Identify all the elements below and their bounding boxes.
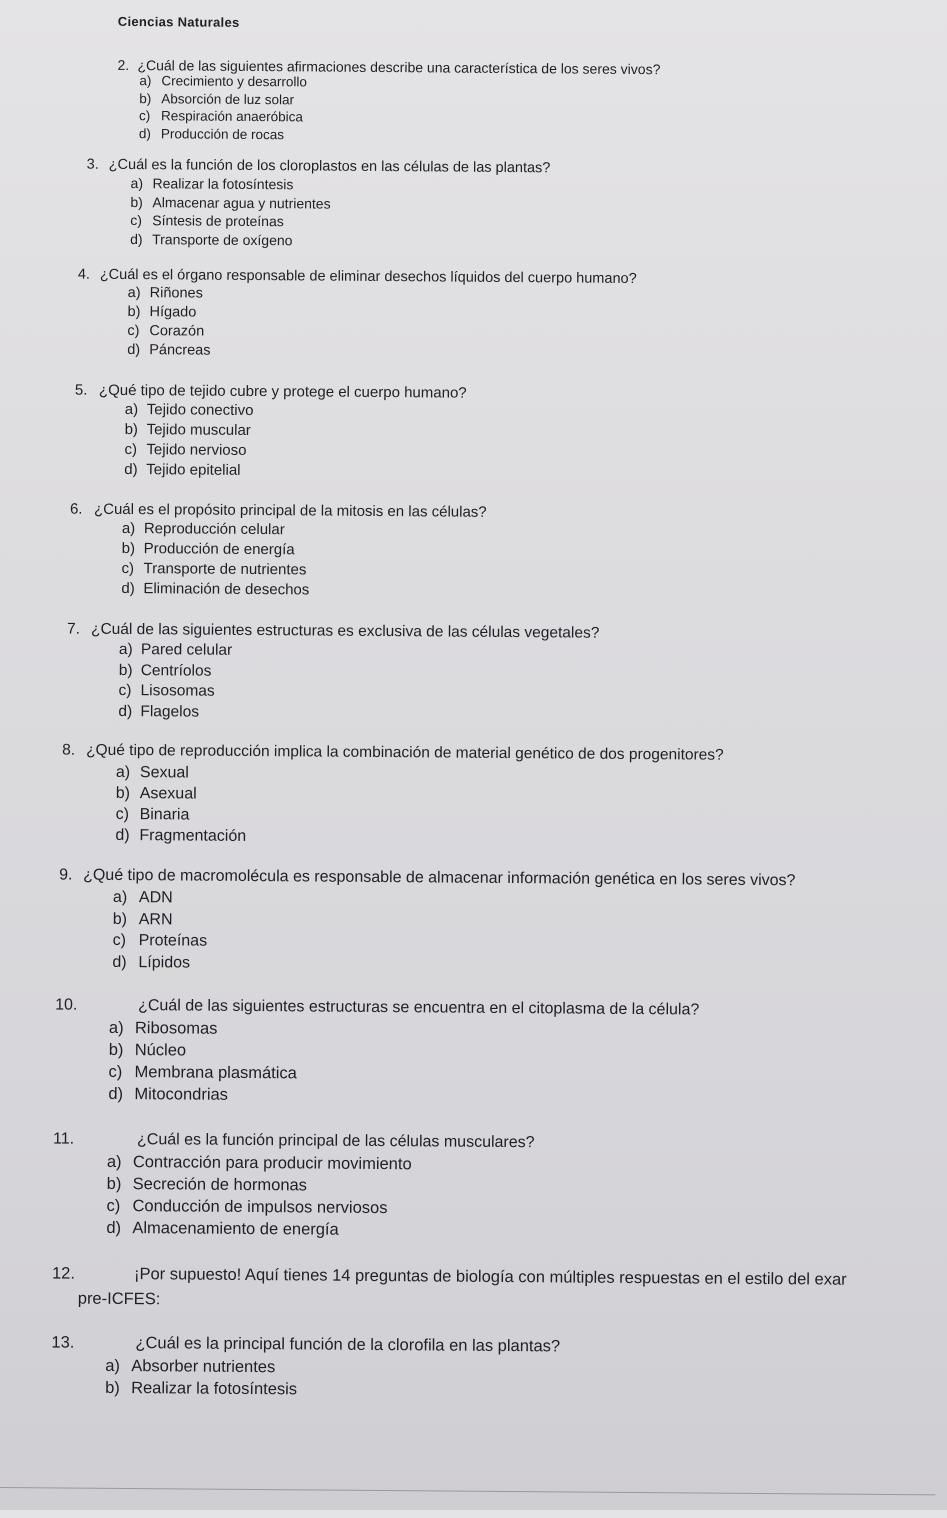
option: a) Ribosomas	[108, 1018, 218, 1038]
question-4	[77, 267, 637, 364]
option: a) Crecimiento y desarrollo	[139, 73, 307, 90]
question-text-continued: pre-ICFES:	[77, 1289, 161, 1309]
option: b) Secreción de hormonas	[106, 1174, 308, 1195]
question-text: ¿Cuál de las siguientes estructuras se encuentra en el citoplasma de la célula?	[138, 997, 700, 1019]
page-title: Ciencias Naturales	[117, 13, 240, 30]
question-number: 13.	[51, 1333, 75, 1352]
options-list	[124, 400, 466, 483]
question-number: 3.	[86, 156, 99, 173]
question-text: ¿Cuál es la función principal de las células musculares?	[136, 1131, 535, 1152]
option: c) Transporte de nutrientes	[121, 559, 307, 579]
option: a) Sexual	[115, 763, 189, 782]
option: a) Absorber nutrientes	[105, 1356, 276, 1377]
option: b) Producción de energía	[121, 539, 295, 559]
options-list	[105, 1355, 560, 1403]
question-number: 11.	[52, 1130, 75, 1148]
option: d) Flagelos	[118, 702, 200, 721]
option: d) Tejido epitelial	[124, 460, 241, 479]
options-list	[121, 519, 486, 602]
option: c) Tejido nervioso	[124, 440, 247, 459]
question-2	[117, 57, 661, 146]
question-number: 9.	[59, 866, 73, 884]
option: c) Membrana plasmática	[108, 1062, 297, 1083]
option: b) Almacenar agua y nutrientes	[130, 193, 331, 212]
question-text: ¿Cuál es la función de los cloroplastos en las células de las plantas?	[108, 156, 551, 177]
option: b) Centríolos	[118, 661, 212, 680]
option: c) Binaria	[115, 805, 190, 824]
option: c) Lisosomas	[118, 681, 215, 700]
option: b) Tejido muscular	[124, 420, 251, 439]
options-list	[106, 1151, 534, 1242]
question-text: ¿Cuál de las siguientes afirmaciones describe una característica de los seres vivos?	[137, 57, 661, 78]
option: d) Transporte de oxígeno	[130, 230, 293, 248]
question-8	[61, 742, 723, 851]
option: a) Pared celular	[118, 640, 233, 659]
question-text: ¿Qué tipo de macromolécula es responsable de almacenar información genética en los seres vivos?	[83, 866, 796, 890]
option: b) Absorción de luz solar	[139, 90, 295, 107]
question-number: 12.	[51, 1264, 76, 1283]
question-number: 7.	[66, 620, 81, 638]
question-text: ¿Cuál de las siguientes estructuras es exclusiva de las células vegetales?	[90, 620, 600, 642]
option: a) ADN	[112, 888, 173, 907]
options-list	[127, 284, 636, 364]
option: a) Contracción para producir movimiento	[106, 1152, 412, 1174]
question-number: 5.	[74, 381, 88, 399]
option: d) Eliminación de desechos	[121, 579, 310, 599]
option: c) Síntesis de proteínas	[130, 212, 284, 230]
question-number: 2.	[117, 56, 130, 74]
option: a) Realizar la fotosíntesis	[130, 175, 294, 193]
options-list	[115, 762, 723, 851]
question-text: ¿Qué tipo de tejido cubre y protege el cuerpo humano?	[98, 381, 467, 402]
question-3	[86, 157, 550, 252]
question-9	[58, 866, 795, 978]
question-number: 10.	[55, 996, 78, 1014]
question-7	[66, 621, 599, 726]
option: c) Respiración anaeróbica	[139, 108, 303, 125]
option: d) Almacenamiento de energía	[106, 1218, 339, 1239]
question-number: 6.	[69, 500, 83, 518]
question-text: ¿Cuál es la principal función de la clorofila en las plantas?	[135, 1334, 561, 1356]
options-list	[130, 174, 550, 251]
option: c) Conducción de impulsos nerviosos	[106, 1196, 388, 1218]
question-text: ¿Cuál es el propósito principal de la mitosis en las células?	[93, 500, 487, 521]
option: a) Reproducción celular	[121, 519, 285, 539]
option: b) Realizar la fotosíntesis	[105, 1378, 298, 1399]
option: d) Fragmentación	[115, 826, 247, 845]
question-text: ¡Por supuesto! Aquí tienes 14 preguntas de biología con múltiples respuestas en el estilo del exar	[133, 1265, 847, 1289]
option: a) Tejido conectivo	[124, 400, 254, 420]
question-text: ¿Qué tipo de reproducción implica la combinación de material genético de dos progenitores?	[86, 741, 724, 764]
option: b) Núcleo	[108, 1040, 187, 1060]
question-13	[51, 1333, 560, 1402]
option: b) ARN	[112, 910, 173, 928]
question-6	[69, 501, 486, 602]
question-11	[52, 1130, 534, 1242]
options-list	[118, 640, 599, 726]
option: c) Proteínas	[112, 931, 208, 950]
option: a) Riñones	[127, 285, 203, 302]
question-number: 4.	[77, 266, 91, 283]
option: c) Corazón	[127, 323, 205, 340]
option: b) Asexual	[115, 784, 197, 803]
options-list	[108, 1017, 699, 1110]
option: b) Hígado	[127, 304, 197, 321]
question-5	[74, 382, 466, 483]
page-bottom-rule	[0, 1487, 935, 1495]
options-list	[112, 887, 795, 978]
question-number: 8.	[62, 741, 76, 759]
option: d) Producción de rocas	[138, 125, 285, 142]
option: d) Lípidos	[112, 953, 191, 972]
option: d) Páncreas	[127, 342, 211, 359]
option: d) Mitocondrias	[108, 1084, 229, 1104]
question-10	[54, 996, 699, 1109]
question-text: ¿Cuál es el órgano responsable de eliminar desechos líquidos del cuerpo humano?	[99, 266, 637, 288]
question-12	[52, 1264, 947, 1315]
options-list	[139, 72, 660, 146]
